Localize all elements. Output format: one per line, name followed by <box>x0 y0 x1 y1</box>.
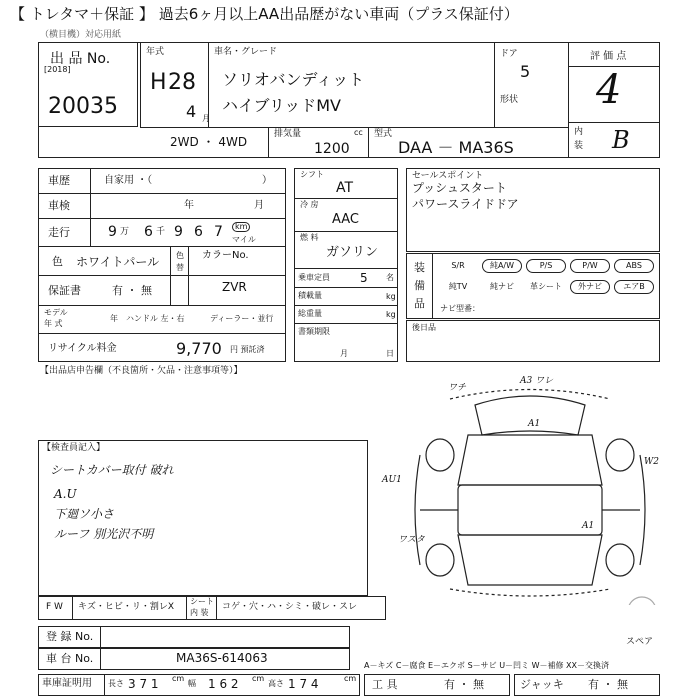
gross-label: 総重量 <box>298 309 322 318</box>
model-year-year: 年 <box>110 314 118 323</box>
fuel-label: 燃 料 <box>300 233 319 242</box>
equipment-option: 純ナビ <box>490 282 514 291</box>
equipment-option: ABS <box>614 259 654 273</box>
mileage-unit-km: km <box>232 222 250 232</box>
diagram-hood-tag: A1 <box>528 419 541 429</box>
seat-items: コゲ・穴・ハ・シミ・破レ・スレ <box>222 602 358 612</box>
mileage-sen-unit: 千 <box>156 227 166 237</box>
certificate-width: 1 6 2 <box>208 677 239 691</box>
certificate-length: 3 7 1 <box>128 677 159 691</box>
color-value: ホワイトパール <box>76 255 160 269</box>
drive-type: 2WD ・ 4WD <box>170 135 248 149</box>
banner-text: 【 トレタマ＋保証 】 過去6ヶ月以上AA出品歴がない車両（プラス保証付） <box>10 5 519 23</box>
inspector-line-3: 下廻ソ小さ <box>54 507 115 521</box>
capacity-unit: 名 <box>386 273 394 282</box>
registration-label: 登 録 No. <box>46 630 94 643</box>
seat-label-1: シート <box>190 597 214 606</box>
diagram-right-side <box>640 455 645 565</box>
type-value: DAA － MA36S <box>398 138 514 157</box>
model-name: ソリオバンディット <box>222 70 365 89</box>
capacity-value: 5 <box>360 271 368 285</box>
year-era: H <box>150 70 167 95</box>
certificate-length-unit: cm <box>172 674 185 683</box>
tools-label: 工 具 <box>372 678 398 691</box>
color-change-label-2: 替 <box>176 263 184 272</box>
sales-points-line-2: パワースライドドア <box>412 197 519 211</box>
interior-label-1: 内 <box>574 127 584 137</box>
aircon-label: 冷 房 <box>300 200 319 209</box>
certificate-width-label: 幅 <box>188 679 196 688</box>
car-diagram <box>380 375 670 605</box>
postscript-label: 後日品 <box>412 323 436 332</box>
seat-label-2: 内 装 <box>190 608 209 617</box>
diagram-wheel-fl <box>426 439 454 471</box>
docs-deadline-day: 日 <box>386 349 394 358</box>
exhibitor-notes-label: 【出品店申告欄（不良箇所・欠品・注意事項等）】 <box>40 366 243 376</box>
diagram-front-outline <box>458 435 602 485</box>
fw-label: F W <box>46 602 63 612</box>
equipment-option: 純TV <box>448 282 468 291</box>
diagram-side-tag: A1 <box>582 521 595 531</box>
jack-label: ジャッキ <box>520 678 564 691</box>
diagram-bumper-front <box>450 390 610 400</box>
recycle-value: 9,770 <box>176 339 222 358</box>
year-month-unit: 月 <box>202 114 210 123</box>
doors-label: ドア <box>500 49 518 59</box>
model-grade: ハイブリッドMV <box>222 96 341 115</box>
equipment-option: エアB <box>614 280 654 294</box>
history-label: 車歴 <box>48 174 70 187</box>
displacement-unit: cc <box>354 128 363 137</box>
jack-value: 有 ・ 無 <box>588 678 628 691</box>
history-value: 自家用 ・（ <box>104 175 153 186</box>
banner <box>0 0 700 30</box>
fw-items: キズ・ヒビ・リ・割レX <box>78 602 174 612</box>
inspection-month: 月 <box>254 200 264 211</box>
shift-value: AT <box>336 180 354 196</box>
diagram-left-tag: AU1 <box>382 475 402 485</box>
certificate-label: 車庫証明用 <box>42 678 92 689</box>
gross-unit: kg <box>386 310 396 319</box>
year-month: 4 <box>186 102 197 121</box>
diagram-right-tag: W2 <box>644 457 659 467</box>
diagram-roof-outline <box>475 396 585 435</box>
lot-stamp: [2018] <box>44 65 71 74</box>
equipment-option: 外ナビ <box>570 280 610 294</box>
model-label: 車名・グレード <box>214 47 278 57</box>
docs-deadline-month: 月 <box>340 349 348 358</box>
chassis-value: MA36S-614063 <box>176 651 268 665</box>
year-label: 年式 <box>146 47 165 57</box>
certificate-height-label: 高さ <box>268 679 284 688</box>
equipment-option: P/W <box>570 259 610 273</box>
mileage-digit-3: 7 <box>214 224 223 240</box>
diagram-wheel-fr <box>606 439 634 471</box>
history-close: ） <box>262 175 272 186</box>
score-label: 評 価 点 <box>590 51 627 62</box>
doors-value: 5 <box>520 62 531 81</box>
mileage-man: 9 <box>108 224 117 240</box>
mileage-label: 走行 <box>48 226 70 239</box>
inspector-label: 【検査員記入】 <box>42 443 106 453</box>
equipment-option: P/S <box>526 259 566 273</box>
color-code: ZVR <box>222 280 247 294</box>
model-year-label-2: 年 式 <box>44 319 63 328</box>
equipment-option: 純A/W <box>482 259 522 273</box>
mileage-unit-mile: マイル <box>232 235 256 244</box>
color-change-label-1: 色 <box>176 251 184 260</box>
spare-tire <box>628 597 656 605</box>
warranty-value: 有 ・ 無 <box>112 284 152 297</box>
mileage-man-unit: 万 <box>120 227 130 237</box>
diagram-cabin <box>458 485 602 535</box>
diagram-wheel-rr <box>606 544 634 576</box>
shape-label: 形状 <box>500 95 519 105</box>
model-year-label-1: モデル <box>44 308 68 317</box>
interior-label-2: 装 <box>574 141 584 151</box>
spare-label: スペア <box>626 637 654 647</box>
certificate-length-label: 長さ <box>108 679 124 688</box>
recycle-label: リサイクル料金 <box>48 343 117 354</box>
displacement-value: 1200 <box>314 141 350 157</box>
tools-value: 有 ・ 無 <box>444 678 484 691</box>
lot-number: 20035 <box>48 94 118 119</box>
diagram-rear-outline <box>458 535 602 585</box>
model-year-dealer: ディーラー・並行 <box>210 314 274 323</box>
mileage-sen: 6 <box>144 224 153 240</box>
certificate-height: 1 7 4 <box>288 677 319 691</box>
mileage-digit-2: 6 <box>194 224 203 240</box>
top-note: （横目機）対応用紙 <box>40 30 122 40</box>
type-label: 型式 <box>374 129 393 139</box>
lot-label: 出 品 No. <box>50 51 111 67</box>
nav-card-label: ナビ型番： <box>440 304 480 313</box>
color-code-label: カラーNo. <box>202 250 249 261</box>
equipment-option: S/R <box>451 261 465 270</box>
load-unit: kg <box>386 292 396 301</box>
fuel-value: ガソリン <box>326 245 379 260</box>
equipment-option: 革シート <box>530 282 562 291</box>
load-label: 積載量 <box>298 291 322 300</box>
inspection-label: 車検 <box>48 199 70 212</box>
score-value: 4 <box>596 67 622 113</box>
certificate-width-unit: cm <box>252 674 265 683</box>
mileage-digit-1: 9 <box>174 224 183 240</box>
sales-points-label: セールスポイント <box>412 171 484 181</box>
diagram-top-tag: A3 ワレ <box>520 376 554 386</box>
docs-deadline-label: 書類期限 <box>298 327 330 336</box>
certificate-height-unit: cm <box>344 674 357 683</box>
diagram-corner-tag: ワスタ <box>398 535 425 545</box>
equipment-label-1: 装 <box>414 261 425 274</box>
model-year-handle: ハンドル 左・右 <box>126 314 185 323</box>
diagram-wheel-rl <box>426 544 454 576</box>
interior-value: B <box>612 126 630 154</box>
diagram-front-tag: ワチ <box>448 383 467 393</box>
equipment-label-2: 備 <box>414 279 425 292</box>
warranty-label: 保証書 <box>48 284 81 297</box>
year-value: 28 <box>168 70 196 95</box>
equipment-label-3: 品 <box>414 297 425 310</box>
capacity-label: 乗車定員 <box>298 273 330 282</box>
diagram-bumper-rear <box>450 589 610 596</box>
aircon-value: AAC <box>332 212 359 227</box>
color-label: 色 <box>52 255 63 268</box>
inspection-year: 年 <box>184 200 194 211</box>
shift-label: シフト <box>300 170 324 179</box>
recycle-unit: 円 預託済 <box>230 345 265 354</box>
displacement-label: 排気量 <box>274 129 302 139</box>
inspector-line-1: シートカバー取付 破れ <box>50 463 174 477</box>
postscript-box <box>406 320 660 362</box>
diagram-left-side <box>415 455 420 565</box>
inspector-line-4: ルーフ 別光沢不明 <box>54 527 154 541</box>
inspector-line-2: A.U <box>54 487 77 501</box>
legend: A－キズ C－腐食 E－エクボ S－サビ U－凹ミ W－補修 XX－交換済 <box>364 661 610 670</box>
sales-points-line-1: プッシュスタート <box>412 181 507 195</box>
chassis-label: 車 台 No. <box>46 652 94 665</box>
